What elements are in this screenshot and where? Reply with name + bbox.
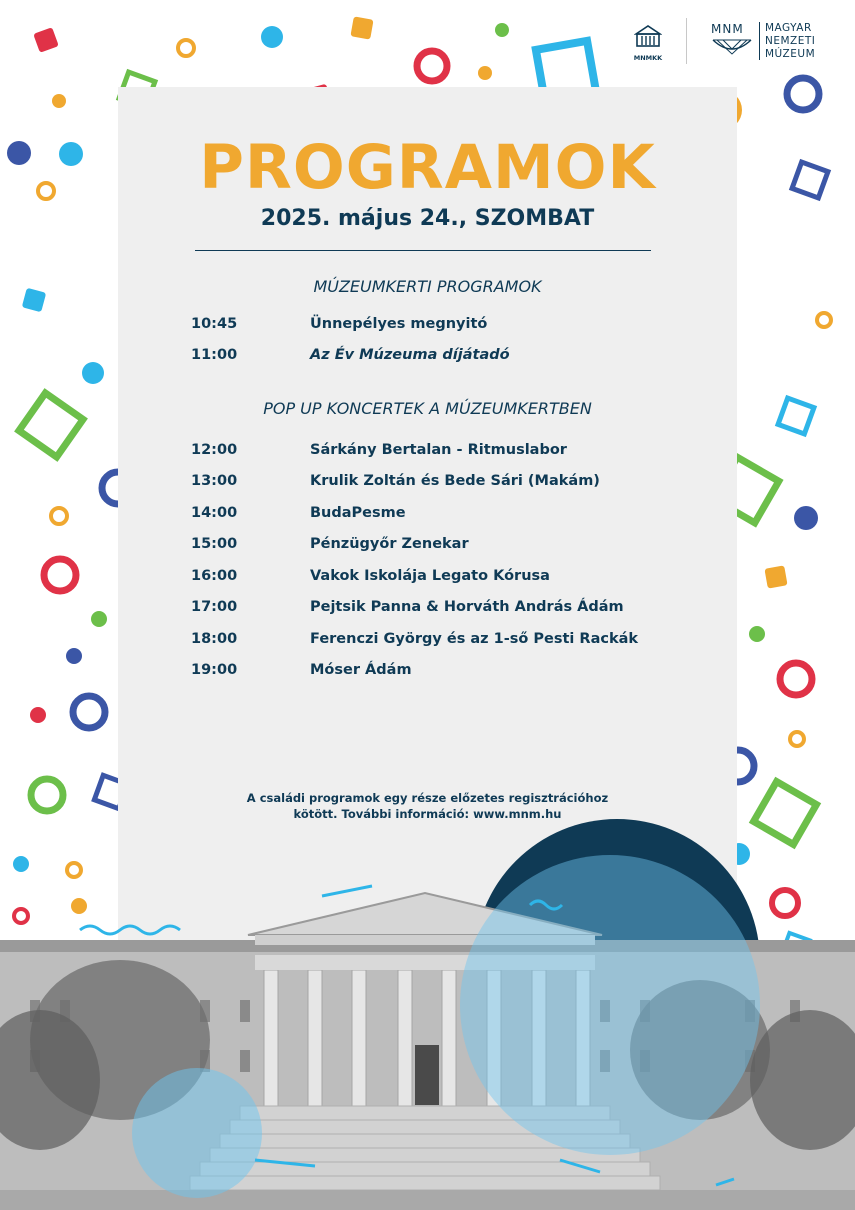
page-title: PROGRAMOK (199, 132, 656, 203)
schedule-program: Sárkány Bertalan - Ritmuslabor (310, 442, 567, 458)
schedule-program: Ferenczi György és az 1-ső Pesti Rackák (310, 631, 639, 647)
schedule-time: 17:00 (191, 599, 238, 615)
section-heading-garden-programs: MÚZEUMKERTI PROGRAMOK (313, 277, 542, 296)
mnm-name-line-2: NEMZETI (765, 35, 816, 47)
mnm-abbreviation: MNM (711, 22, 744, 36)
schedule-time: 11:00 (191, 347, 238, 363)
schedule-program: Vakok Iskolája Legato Kórusa (310, 568, 550, 584)
schedule-time: 14:00 (191, 505, 238, 521)
section-heading-pop-up-concerts: POP UP KONCERTEK A MÚZEUMKERTBEN (263, 399, 592, 418)
schedule-time: 12:00 (191, 442, 238, 458)
schedule-time: 18:00 (191, 631, 238, 647)
schedule-program: Ünnepélyes megnyitó (310, 316, 488, 332)
note-line-2: kötött. További információ: www.mnm.hu (293, 807, 562, 821)
schedule-program: Krulik Zoltán és Bede Sári (Makám) (310, 473, 600, 489)
mnm-name-line-3: MÚZEUM (765, 48, 816, 60)
mnmkk-label: MNMKK (633, 54, 663, 62)
schedule-time: 19:00 (191, 662, 238, 678)
mnm-name-line-1: MAGYAR (765, 22, 812, 34)
schedule-time: 13:00 (191, 473, 238, 489)
event-date: 2025. május 24., SZOMBAT (260, 206, 595, 231)
note-line-1: A családi programok egy része előzetes regisztrációhoz (246, 791, 609, 805)
schedule-program: BudaPesme (310, 505, 406, 521)
schedule-time: 10:45 (191, 316, 238, 332)
schedule-time: 16:00 (191, 568, 238, 584)
schedule-program: Móser Ádám (310, 662, 412, 678)
schedule-program: Az Év Múzeuma díjátadó (310, 347, 510, 363)
schedule-program: Pejtsik Panna & Horváth András Ádám (310, 599, 624, 615)
schedule-time: 15:00 (191, 536, 238, 552)
schedule-program: Pénzügyőr Zenekar (310, 536, 469, 552)
